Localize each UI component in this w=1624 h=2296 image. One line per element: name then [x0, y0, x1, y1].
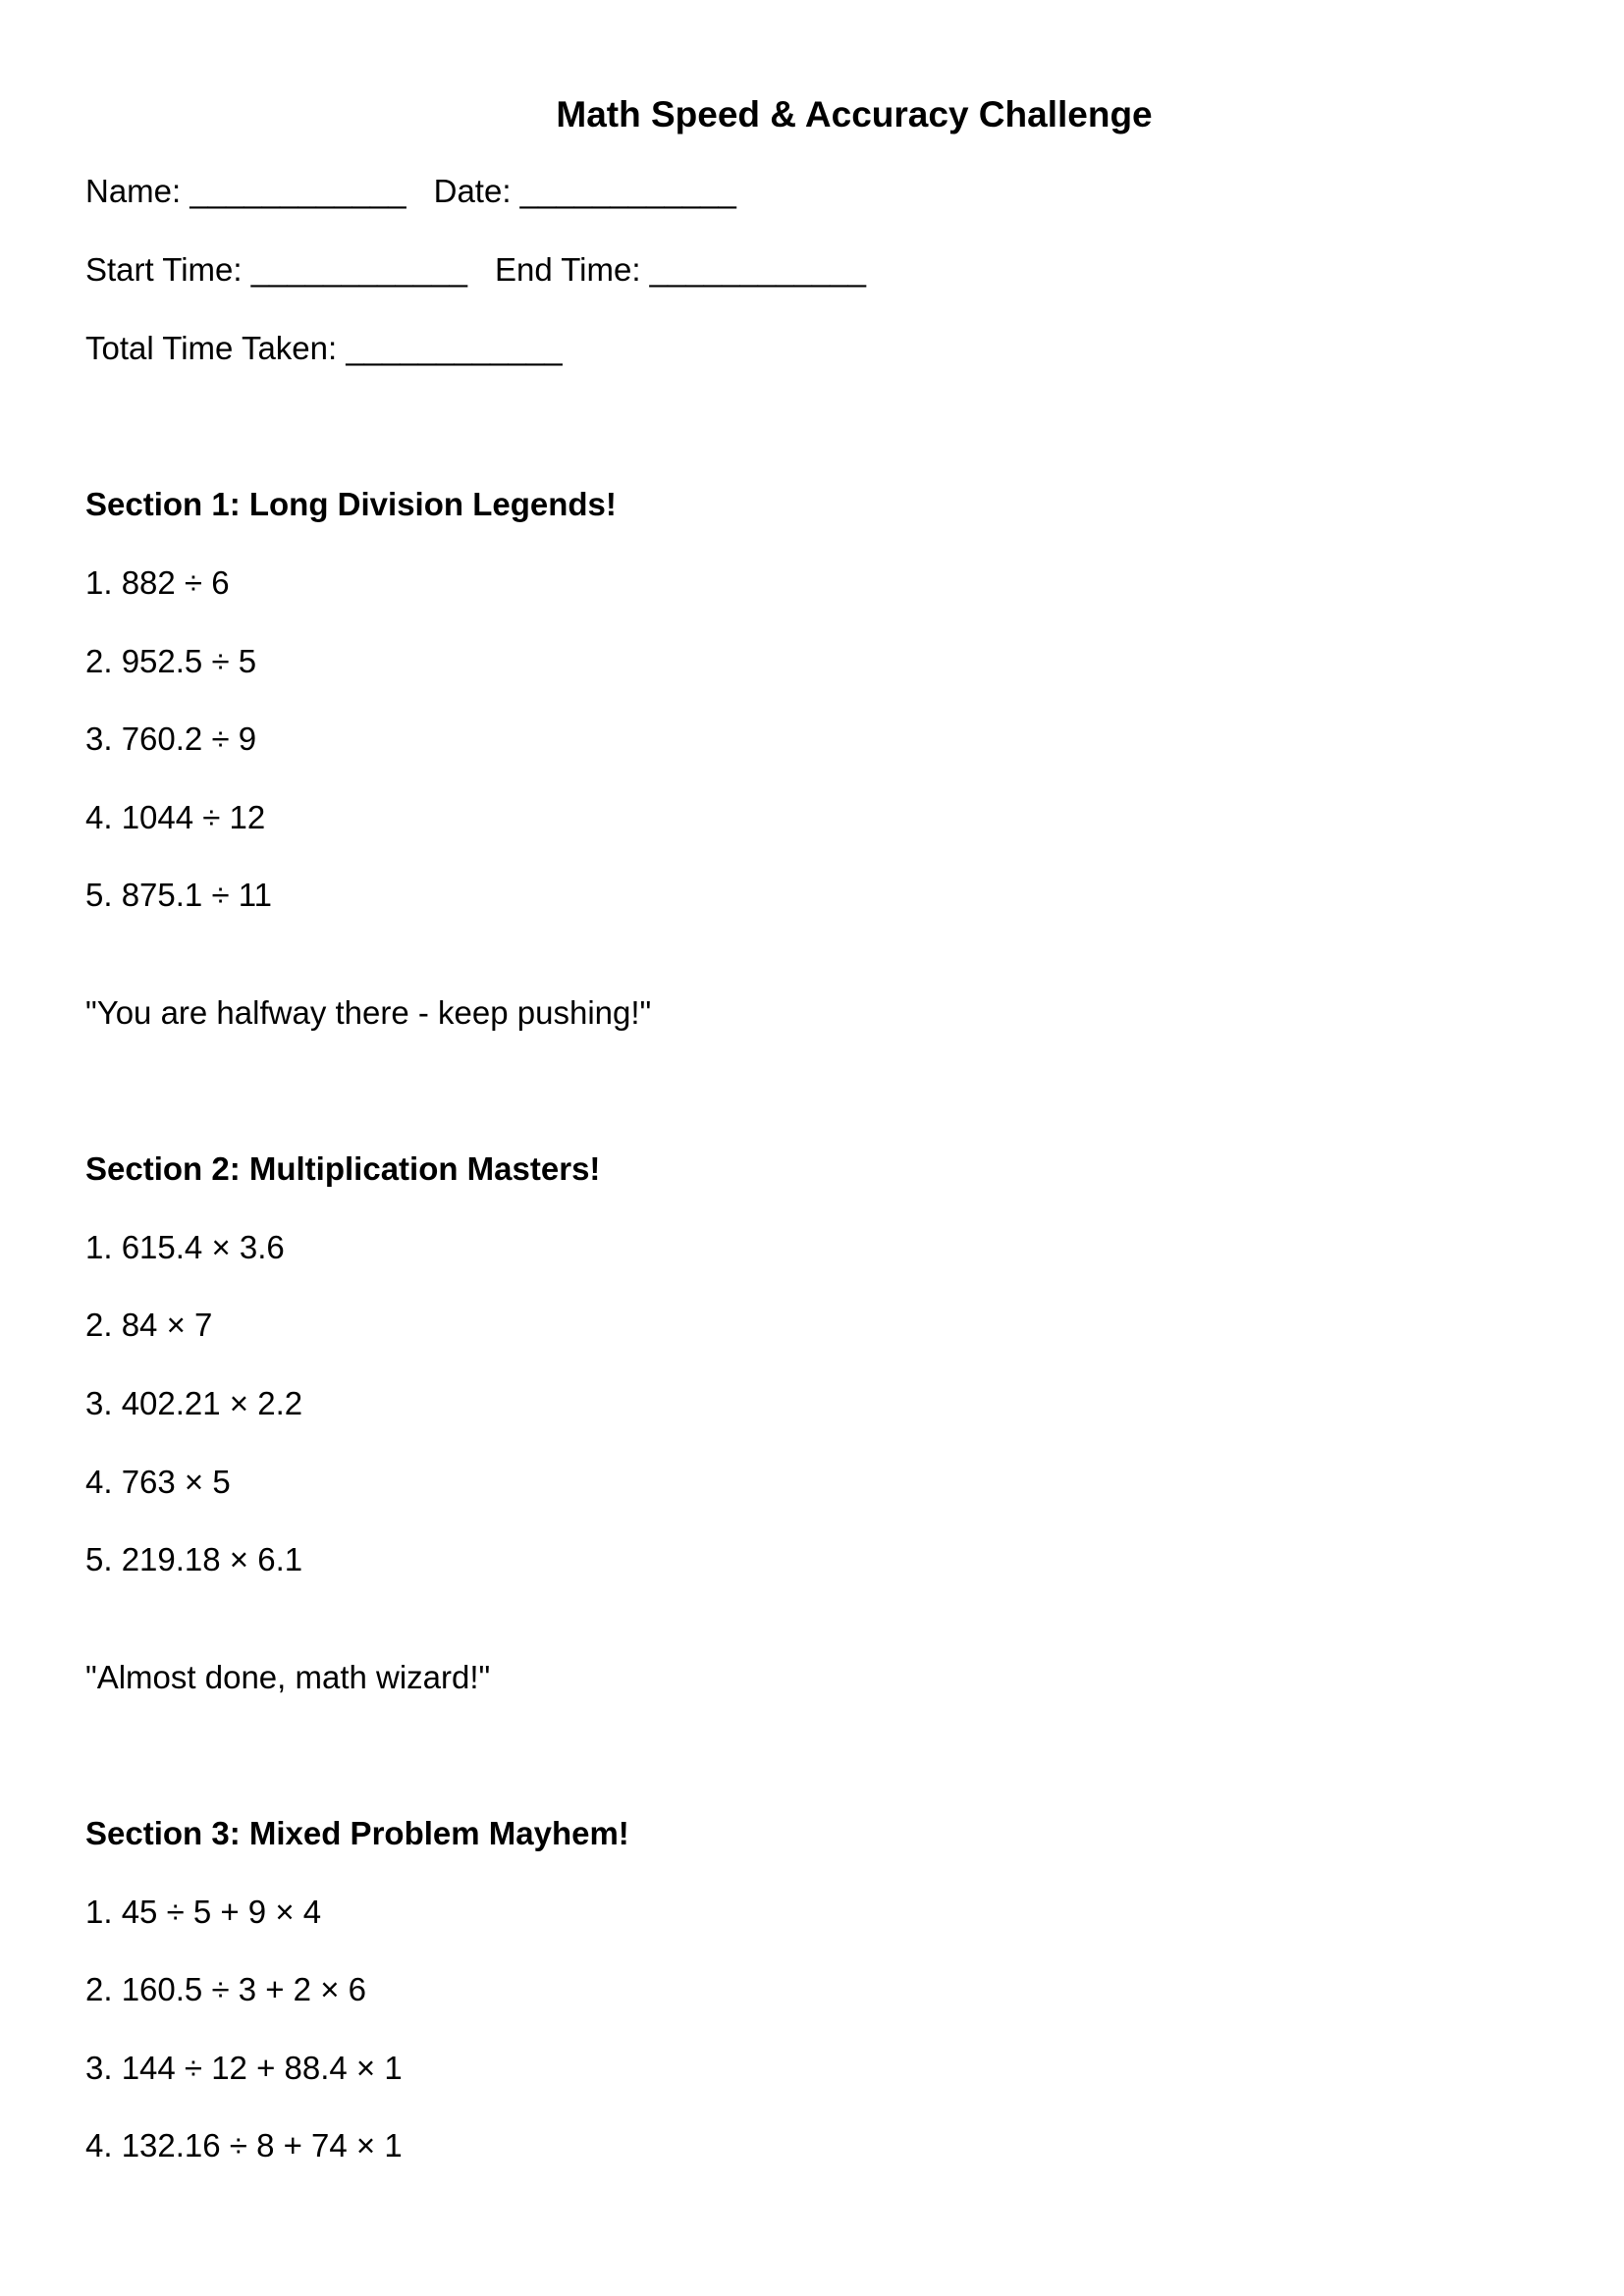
section-1-problem-1: 1. 882 ÷ 6: [85, 564, 230, 601]
date-field: Date: ____________: [433, 173, 736, 209]
section-2-heading: Section 2: Multiplication Masters!: [85, 1150, 601, 1187]
name-field: Name: ____________: [85, 173, 406, 209]
section-1-heading: Section 1: Long Division Legends!: [85, 486, 617, 522]
section-3-problem-3: 3. 144 ÷ 12 + 88.4 × 1: [85, 2050, 403, 2086]
section-1-problem-2: 2. 952.5 ÷ 5: [85, 643, 257, 679]
section-2-problem-4: 4. 763 × 5: [85, 1464, 231, 1500]
section-3-problem-4: 4. 132.16 ÷ 8 + 74 × 1: [85, 2127, 403, 2163]
section-1-problem-5: 5. 875.1 ÷ 11: [85, 877, 272, 913]
start-time-field: Start Time: ____________: [85, 251, 467, 288]
section-3-heading: Section 3: Mixed Problem Mayhem!: [85, 1815, 629, 1851]
section-1-encouragement: "You are halfway there - keep pushing!": [85, 994, 652, 1031]
section-2-problem-1: 1. 615.4 × 3.6: [85, 1229, 285, 1265]
section-2-problem-2: 2. 84 × 7: [85, 1307, 213, 1343]
section-3-problem-1: 1. 45 ÷ 5 + 9 × 4: [85, 1894, 322, 1930]
section-2-encouragement: "Almost done, math wizard!": [85, 1659, 491, 1695]
total-time-field: Total Time Taken: ____________: [85, 330, 563, 366]
section-3-problem-2: 2. 160.5 ÷ 3 + 2 × 6: [85, 1971, 366, 2007]
name-date-row: [85, 170, 736, 213]
section-1-problem-4: 4. 1044 ÷ 12: [85, 799, 266, 835]
section-1-problem-3: 3. 760.2 ÷ 9: [85, 721, 257, 757]
worksheet-title: Math Speed & Accuracy Challenge: [556, 94, 1153, 134]
section-2-problem-5: 5. 219.18 × 6.1: [85, 1541, 303, 1577]
end-time-field: End Time: ____________: [494, 251, 866, 288]
section-2-problem-3: 3. 402.21 × 2.2: [85, 1385, 303, 1421]
time-row: [85, 248, 866, 292]
